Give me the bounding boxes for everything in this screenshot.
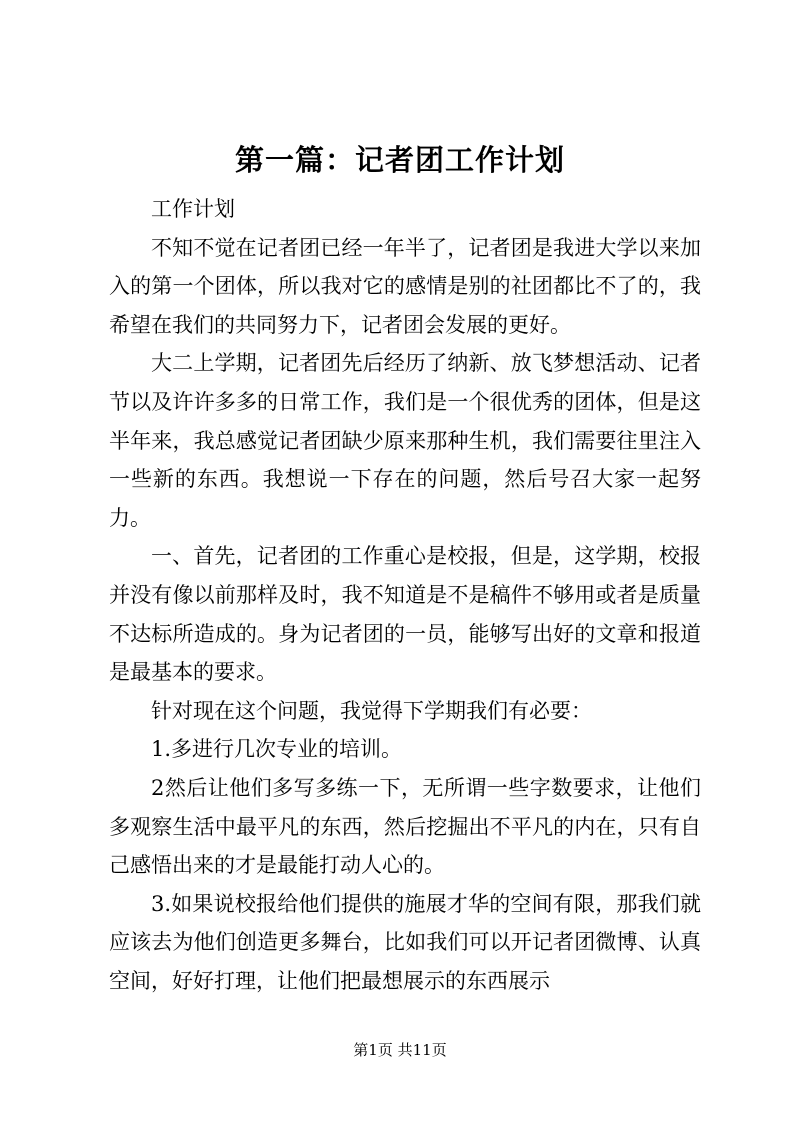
list-item: 2然后让他们多写多练一下，无所谓一些字数要求，让他们多观察生活中最平凡的东西，然后挖掘出不平凡的内在，只有自己感悟出来的才是最能打动人心的。	[109, 775, 701, 878]
page-footer: 第1页 共11页	[353, 1041, 447, 1059]
list-item: 1.多进行几次专业的培训。	[151, 737, 403, 762]
paragraph: 针对现在这个问题，我觉得下学期我们有必要：	[151, 698, 592, 723]
paragraph: 大二上学期，记者团先后经历了纳新、放飞梦想活动、记者节以及许许多多的日常工作，我们是一个很优秀的团体，但是这半年来，我总感觉记者团缺少原来那种生机，我们需要往里注入一些新的东西。我想说一下存在的问题，然后号召大家一起努力。	[109, 351, 701, 530]
paragraph: 不知不觉在记者团已经一年半了，记者团是我进大学以来加入的第一个团体，所以我对它的感情是别的社团都比不了的，我希望在我们的共同努力下，记者团会发展的更好。	[109, 235, 701, 337]
list-item: 3.如果说校报给他们提供的施展才华的空间有限，那我们就应该去为他们创造更多舞台，比如我们可以开记者团微博、认真空间，好好打理，让他们把最想展示的东西展示	[109, 891, 701, 993]
paragraph: 一、首先，记者团的工作重心是校报，但是，这学期，校报并没有像以前那样及时，我不知道是不是稿件不够用或者是质量不达标所造成的。身为记者团的一员，能够写出好的文章和报道是最基本的要求。	[109, 544, 701, 685]
paragraph-heading: 工作计划	[151, 197, 235, 221]
document-body	[109, 190, 701, 1000]
page-title: 第一篇：记者团工作计划	[234, 143, 565, 177]
